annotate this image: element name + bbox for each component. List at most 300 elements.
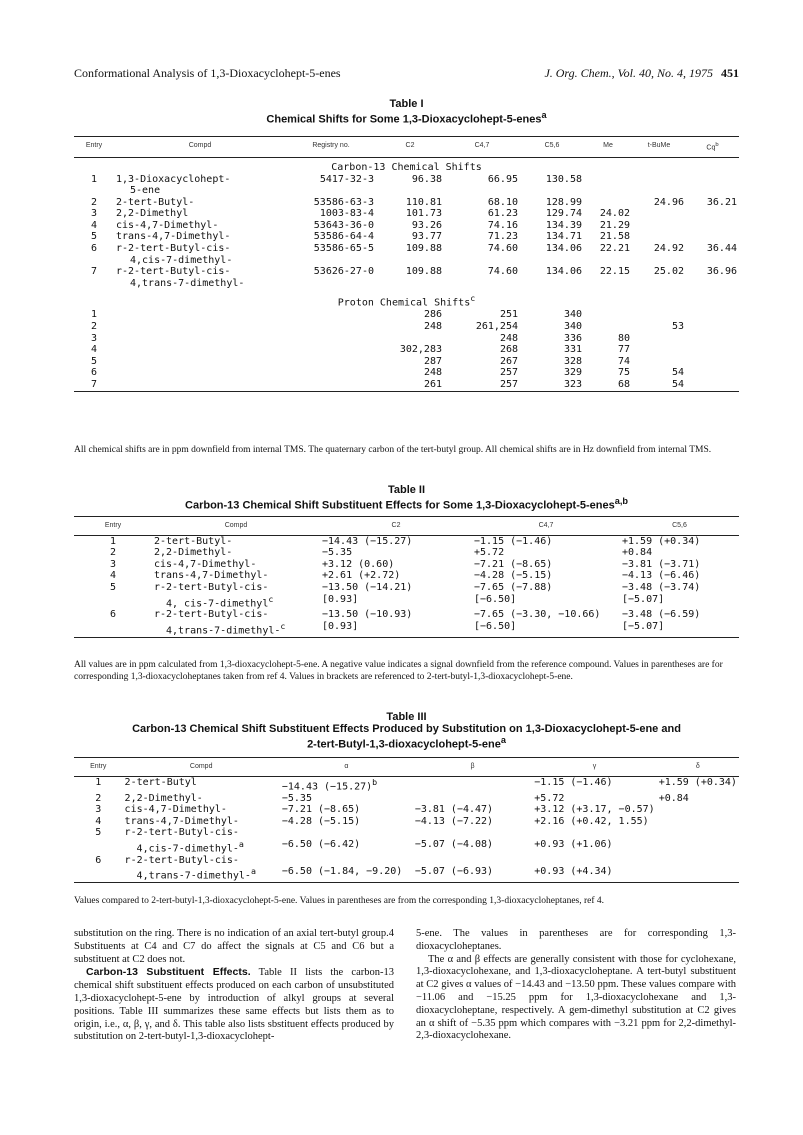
entry-cell: 3 bbox=[90, 208, 98, 220]
compound-name: r-2-tert-Butyl-cis- bbox=[154, 581, 269, 593]
entry-cell: 4 bbox=[109, 570, 117, 582]
table2-footnote: All values are in ppm calculated from 1,3-dioxacyclohept-5-ene. A negative value indicates a signal downfield from the reference compound. Values in parentheses are for corresponding 1,3-dioxacycloheptanes taken from ref 4. Values in brackets are referenced to 2-tert-butyl-1,3-dioxacyclohept-5-ene. bbox=[74, 660, 723, 682]
c47-cell: 257 bbox=[499, 378, 518, 390]
table-row bbox=[74, 609, 739, 621]
entry-cell: 1 bbox=[109, 535, 117, 547]
c56-cell: −3.81 (−3.71) bbox=[622, 558, 701, 570]
registry-cell: 53586-64-4 bbox=[313, 231, 374, 243]
compound-cell bbox=[114, 208, 286, 220]
footnote-mark: a bbox=[250, 866, 256, 877]
delta-cell bbox=[657, 866, 739, 882]
c47-cell: 74.16 bbox=[487, 219, 518, 231]
registry-cell bbox=[286, 344, 376, 356]
table-row bbox=[74, 816, 739, 828]
compound-line: 4,trans-7-dimethyl- bbox=[130, 277, 245, 289]
me-cell: 74 bbox=[617, 355, 630, 367]
compound-cell bbox=[114, 309, 286, 321]
compound-cell bbox=[152, 582, 320, 594]
compound-name: 2,2-Dimethyl- bbox=[154, 547, 233, 559]
journal-citation: J. Org. Chem., Vol. 40, No. 4, 1975 bbox=[544, 66, 713, 80]
beta-cell: −4.13 (−7.22) bbox=[414, 815, 494, 827]
c56-cell: +0.84 bbox=[622, 547, 653, 559]
c2-cell: 302,283 bbox=[399, 344, 442, 356]
alpha-value: −14.43 (−15.27) bbox=[281, 780, 373, 792]
beta-cell bbox=[413, 855, 532, 867]
alpha-cell bbox=[280, 804, 413, 816]
tbu-cell: 25.02 bbox=[653, 266, 684, 278]
entry-cell: 3 bbox=[90, 332, 98, 344]
c47-cell: 267 bbox=[499, 355, 518, 367]
column-header: Registry no. bbox=[286, 137, 376, 158]
cq-cell bbox=[686, 356, 739, 368]
compound-line: r-2-tert-Butyl-cis- bbox=[116, 243, 231, 255]
column-header: Cq$^b$ bbox=[686, 137, 739, 158]
table-row bbox=[74, 309, 739, 321]
tbu-cell: 53 bbox=[671, 320, 684, 332]
compound-cell bbox=[114, 220, 286, 232]
registry-cell: 5417-32-3 bbox=[319, 173, 374, 185]
tbu-cell bbox=[632, 174, 686, 197]
c56-cell: 336 bbox=[563, 332, 582, 344]
me-cell: 80 bbox=[617, 332, 630, 344]
column-header: C5,6 bbox=[520, 137, 584, 158]
table-row bbox=[74, 197, 739, 209]
c2-cell: 109.88 bbox=[405, 266, 442, 278]
page-number: 451 bbox=[721, 66, 739, 80]
cq-cell: 36.21 bbox=[706, 196, 737, 208]
cq-cell bbox=[686, 231, 739, 243]
entry-cell: 6 bbox=[90, 367, 98, 379]
c47-cell: −7.21 (−8.65) bbox=[474, 558, 553, 570]
footnote-mark: b bbox=[372, 776, 378, 787]
compound-name: 4, cis-7-dimethyl bbox=[166, 597, 269, 609]
c2-cell bbox=[376, 333, 444, 345]
alpha-value: −6.50 (−6.42) bbox=[281, 838, 361, 850]
compound-cell bbox=[152, 594, 320, 610]
tbu-cell bbox=[632, 231, 686, 243]
entry-cell: 2 bbox=[109, 547, 117, 559]
c56-cell: 134.06 bbox=[545, 243, 582, 255]
compound-name: 2-tert-Butyl- bbox=[154, 535, 233, 547]
body-right-column bbox=[416, 928, 736, 1043]
c2-cell: 109.88 bbox=[405, 243, 442, 255]
column-header: Entry bbox=[74, 517, 152, 536]
compound-cell bbox=[152, 570, 320, 582]
section-heading-text: Proton Chemical Shifts bbox=[337, 297, 471, 309]
entry-cell: 5 bbox=[95, 827, 102, 839]
compound-cell bbox=[114, 266, 286, 289]
c2-cell: +2.61 (+2.72) bbox=[322, 570, 401, 582]
compound-line: 1,3-Dioxacyclohept- bbox=[116, 173, 231, 185]
compound-line: 4,cis-7-dimethyl- bbox=[130, 254, 233, 266]
me-cell: 68 bbox=[617, 378, 630, 390]
compound-name: cis-4,7-Dimethyl- bbox=[154, 558, 257, 570]
table-row bbox=[74, 594, 739, 610]
table-row bbox=[74, 220, 739, 232]
compound-line: cis-4,7-Dimethyl- bbox=[116, 219, 219, 231]
entry-cell: 3 bbox=[109, 558, 117, 570]
compound-cell bbox=[114, 344, 286, 356]
table1 bbox=[74, 136, 739, 396]
cq-cell: 36.44 bbox=[706, 243, 737, 255]
table-row bbox=[74, 776, 739, 792]
column-header: Compd bbox=[123, 758, 280, 777]
c47-cell: 251 bbox=[499, 309, 518, 321]
column-header: δ bbox=[657, 758, 739, 777]
column-header: Entry bbox=[74, 758, 123, 777]
c47-cell: 248 bbox=[499, 332, 518, 344]
gamma-cell bbox=[532, 827, 656, 839]
compound-name: r-2-tert-Butyl-cis- bbox=[124, 854, 239, 866]
c2-cell: 110.81 bbox=[405, 196, 442, 208]
c47-cell: 71.23 bbox=[487, 231, 518, 243]
compound-cell bbox=[114, 243, 286, 266]
c56-cell: 328 bbox=[563, 355, 582, 367]
table-row bbox=[74, 333, 739, 345]
delta-cell bbox=[657, 855, 739, 867]
c2-cell: 93.26 bbox=[411, 219, 442, 231]
column-header: Me bbox=[584, 137, 632, 158]
compound-name: 2,2-Dimethyl- bbox=[124, 792, 203, 804]
table-row bbox=[74, 208, 739, 220]
c2-cell: 248 bbox=[423, 367, 442, 379]
alpha-value: −5.35 bbox=[281, 792, 312, 804]
gamma-cell: +5.72 bbox=[534, 792, 565, 804]
compound-line: r-2-tert-Butyl-cis- bbox=[116, 266, 231, 278]
delta-cell bbox=[657, 839, 739, 855]
column-header: β bbox=[413, 758, 532, 777]
registry-cell bbox=[286, 309, 376, 321]
footnote-mark: c bbox=[280, 621, 286, 632]
alpha-value: −4.28 (−5.15) bbox=[281, 815, 361, 827]
registry-cell bbox=[286, 367, 376, 379]
me-cell: 21.58 bbox=[599, 231, 630, 243]
c56-cell: [−5.07] bbox=[622, 593, 665, 605]
c47-cell: −1.15 (−1.46) bbox=[474, 535, 553, 547]
delta-cell: +0.84 bbox=[658, 792, 689, 804]
c47-cell: 268 bbox=[499, 344, 518, 356]
tbu-cell bbox=[632, 356, 686, 368]
table-row bbox=[74, 582, 739, 594]
me-cell bbox=[584, 309, 632, 321]
table-row bbox=[74, 321, 739, 333]
c47-cell: 61.23 bbox=[487, 208, 518, 220]
c56-cell: −3.48 (−3.74) bbox=[622, 581, 701, 593]
compound-cell bbox=[114, 356, 286, 368]
c47-cell: 74.60 bbox=[487, 266, 518, 278]
compound-cell bbox=[114, 231, 286, 243]
c47-cell: −7.65 (−7.88) bbox=[474, 581, 553, 593]
table1-header-row bbox=[74, 137, 739, 158]
compound-cell bbox=[114, 333, 286, 345]
running-header-title: Conformational Analysis of 1,3-Dioxacyclohept-5-enes bbox=[74, 66, 341, 80]
compound-name: trans-4,7-Dimethyl- bbox=[124, 815, 239, 827]
c56-cell: 329 bbox=[563, 367, 582, 379]
tbu-cell: 24.92 bbox=[653, 243, 684, 255]
column-header: α bbox=[280, 758, 413, 777]
me-cell: 75 bbox=[617, 367, 630, 379]
c2-cell: +3.12 (0.60) bbox=[322, 558, 395, 570]
delta-cell: +1.59 (+0.34) bbox=[658, 776, 737, 788]
column-header: C5,6 bbox=[620, 517, 739, 536]
me-cell: 77 bbox=[617, 344, 630, 356]
me-cell bbox=[584, 197, 632, 209]
entry-cell bbox=[74, 839, 123, 855]
entry-cell: 4 bbox=[90, 344, 98, 356]
cq-cell bbox=[686, 220, 739, 232]
column-header: γ bbox=[532, 758, 656, 777]
c47-cell: 74.60 bbox=[487, 243, 518, 255]
compound-name: 4,trans-7-dimethyl- bbox=[166, 625, 281, 637]
compound-cell bbox=[123, 793, 280, 805]
body-paragraph: The α and β effects are generally consistent with those for cyclohexane, 1,3-dioxacyclohexane, and 1,3-dioxacycloheptane. A tert-butyl substituent at C2 gives α values of −14.43 and −13.50 ppm. These values compare with −11.06 and −15.25 ppm for 1,3-dioxacyclohexane and 1,3-dioxacycloheptane, respectively. A gem-dimethyl substitution at C2 gives an α shift of −5.35 ppm which compares with −3.21 ppm for 2,2-dimethyl-2,3-dioxacyclohexane. bbox=[416, 953, 736, 1042]
registry-cell bbox=[286, 356, 376, 368]
table1-caption: Chemical Shifts for Some 1,3-Dioxacyclohept-5-enes$^a$ bbox=[266, 110, 547, 126]
table3-title bbox=[74, 711, 739, 751]
table-row bbox=[74, 866, 739, 882]
tbu-cell bbox=[632, 208, 686, 220]
body-left-column bbox=[74, 928, 394, 1044]
c2-cell: 286 bbox=[423, 309, 442, 321]
compound-cell bbox=[123, 839, 280, 855]
entry-cell: 1 bbox=[95, 776, 102, 788]
compound-name: cis-4,7-Dimethyl- bbox=[124, 804, 227, 816]
footnote-mark: a bbox=[238, 838, 244, 849]
alpha-cell bbox=[280, 776, 413, 792]
c47-cell: 261,254 bbox=[475, 320, 518, 332]
c56-cell: 340 bbox=[563, 309, 582, 321]
c47-cell: −7.65 (−3.30, −10.66) bbox=[474, 609, 601, 621]
tbu-cell bbox=[632, 344, 686, 356]
cq-cell bbox=[686, 309, 739, 321]
tbu-cell: 24.96 bbox=[653, 196, 684, 208]
c2-cell: −13.50 (−10.93) bbox=[322, 609, 413, 621]
registry-cell: 53626-27-0 bbox=[313, 266, 374, 278]
delta-cell bbox=[657, 827, 739, 839]
entry-cell: 1 bbox=[90, 173, 98, 185]
entry-cell: 2 bbox=[95, 792, 102, 804]
compound-line: 2,2-Dimethyl bbox=[116, 208, 189, 220]
c56-cell: 323 bbox=[563, 378, 582, 390]
c56-cell: 134.06 bbox=[545, 266, 582, 278]
c2-cell: 248 bbox=[423, 320, 442, 332]
gamma-cell: +3.12 (+3.17, −0.57) bbox=[534, 804, 655, 816]
c2-cell: [0.93] bbox=[322, 621, 359, 633]
c2-cell: 261 bbox=[423, 378, 442, 390]
c47-cell: [−6.50] bbox=[474, 621, 517, 633]
compound-cell bbox=[123, 866, 280, 882]
cq-cell: 36.96 bbox=[706, 266, 737, 278]
entry-cell: 5 bbox=[109, 581, 117, 593]
cq-cell bbox=[686, 379, 739, 391]
registry-cell bbox=[286, 379, 376, 391]
alpha-value: −7.21 (−8.65) bbox=[281, 804, 361, 816]
c2-cell: −13.50 (−14.21) bbox=[322, 581, 413, 593]
table3-footnote: Values compared to 2-tert-butyl-1,3-dioxacyclohept-5-ene. Values in parentheses are from the corresponding 1,3-dioxacycloheptanes, ref 4. bbox=[74, 896, 605, 906]
table-row bbox=[74, 570, 739, 582]
entry-cell bbox=[74, 594, 152, 610]
alpha-cell bbox=[280, 866, 413, 882]
beta-cell: −5.07 (−4.08) bbox=[414, 838, 494, 850]
running-header-journal bbox=[544, 66, 739, 81]
body-paragraph: substitution on the ring. There is no indication of an axial tert-butyl group.4 Substituents at C4 and C7 do affect the signals at C5 and C6 but a substituent at C2 does not. bbox=[74, 928, 394, 965]
section-heading: Carbon-13 Substituent Effects. bbox=[86, 966, 251, 979]
compound-cell bbox=[114, 321, 286, 333]
c47-cell: 68.10 bbox=[487, 196, 518, 208]
c2-cell: −5.35 bbox=[322, 547, 353, 559]
c2-cell: 287 bbox=[423, 355, 442, 367]
column-header: C2 bbox=[320, 517, 472, 536]
beta-cell bbox=[413, 827, 532, 839]
registry-cell bbox=[286, 321, 376, 333]
table2-number: Table II bbox=[387, 484, 426, 496]
table2-header-row bbox=[74, 517, 739, 536]
entry-cell: 2 bbox=[90, 320, 98, 332]
compound-cell bbox=[152, 547, 320, 559]
table-row bbox=[74, 547, 739, 559]
entry-cell: 4 bbox=[90, 219, 98, 231]
cq-cell bbox=[686, 208, 739, 220]
compound-name: r-2-tert-Butyl-cis- bbox=[124, 827, 239, 839]
compound-cell bbox=[152, 621, 320, 637]
entry-cell: 6 bbox=[109, 609, 117, 621]
tbu-cell bbox=[632, 220, 686, 232]
c2-cell: 93.77 bbox=[411, 231, 442, 243]
me-cell: 21.29 bbox=[599, 219, 630, 231]
me-cell bbox=[584, 321, 632, 333]
body-paragraph: 5-ene. The values in parentheses are for corresponding 1,3-dioxacycloheptanes. bbox=[416, 928, 736, 952]
beta-cell: −3.81 (−4.47) bbox=[414, 804, 494, 816]
compound-cell bbox=[114, 379, 286, 391]
compound-line: 2-tert-Butyl- bbox=[116, 196, 195, 208]
table2-caption: Carbon-13 Chemical Shift Substituent Effects for Some 1,3-Dioxacyclohept-5-enes$^{a,b}$ bbox=[185, 496, 628, 512]
c56-cell: [−5.07] bbox=[622, 621, 665, 633]
column-header: C2 bbox=[376, 137, 444, 158]
table-row bbox=[74, 804, 739, 816]
gamma-cell: +0.93 (+4.34) bbox=[534, 866, 613, 878]
me-cell bbox=[584, 174, 632, 197]
compound-cell bbox=[123, 827, 280, 839]
column-header: Compd bbox=[152, 517, 320, 536]
delta-cell bbox=[657, 816, 739, 828]
entry-cell: 7 bbox=[90, 378, 98, 390]
alpha-cell bbox=[280, 839, 413, 855]
c56-cell: 331 bbox=[563, 344, 582, 356]
table-row bbox=[74, 243, 739, 266]
footnote-mark: c bbox=[470, 293, 476, 304]
registry-cell: 53586-63-3 bbox=[313, 196, 374, 208]
c2-cell: [0.93] bbox=[322, 593, 359, 605]
entry-cell: 5 bbox=[90, 231, 98, 243]
compound-line: trans-4,7-Dimethyl- bbox=[116, 231, 231, 243]
c56-cell: 128.99 bbox=[545, 196, 582, 208]
entry-cell: 1 bbox=[90, 309, 98, 321]
section-heading: Carbon-13 Chemical Shifts bbox=[331, 161, 482, 173]
gamma-cell bbox=[532, 855, 656, 867]
cq-cell bbox=[686, 333, 739, 345]
c56-cell: 134.39 bbox=[545, 219, 582, 231]
c47-cell: [−6.50] bbox=[474, 593, 517, 605]
cq-cell bbox=[686, 174, 739, 197]
body-paragraph: Carbon-13 Substituent Effects. Table II lists the carbon-13 chemical shift substituent effects produced on each carbon of unsubstituted 1,3-dioxacyclohept-5-ene by introduction of alkyl groups at several positions. Table III summarizes these same effects but lists them as to origin, i.e., α, β, γ, and δ. This table also lists sbstituent effects produced by substitution on 2-tert-butyl-1,3-dioxacyclohept- bbox=[74, 966, 394, 1043]
entry-cell: 3 bbox=[95, 804, 102, 816]
compound-cell bbox=[123, 776, 280, 792]
c47-cell: 257 bbox=[499, 367, 518, 379]
table-row bbox=[74, 266, 739, 289]
tbu-cell: 54 bbox=[671, 367, 684, 379]
registry-cell: 53586-65-5 bbox=[313, 243, 374, 255]
table3-number: Table III bbox=[386, 711, 427, 723]
c56-cell: −4.13 (−6.46) bbox=[622, 570, 701, 582]
column-header: C4,7 bbox=[444, 137, 520, 158]
compound-cell bbox=[123, 804, 280, 816]
table3-header-row bbox=[74, 758, 739, 777]
c2-cell: −14.43 (−15.27) bbox=[322, 535, 413, 547]
tbu-cell: 54 bbox=[671, 378, 684, 390]
column-header: Entry bbox=[74, 137, 114, 158]
delta-cell bbox=[657, 804, 739, 816]
c56-cell: −3.48 (−6.59) bbox=[622, 609, 701, 621]
table1-number: Table I bbox=[389, 98, 424, 110]
c56-cell: +1.59 (+0.34) bbox=[622, 535, 701, 547]
footnote-mark: b bbox=[715, 142, 719, 148]
table1-footnote: All chemical shifts are in ppm downfield from internal TMS. The quaternary carbon of the tert-butyl group. All chemical shifts are in Hz downfield from internal TMS. bbox=[74, 445, 712, 455]
c56-cell: 134.71 bbox=[545, 231, 582, 243]
compound-cell bbox=[114, 367, 286, 379]
table-row bbox=[74, 839, 739, 855]
table-row bbox=[74, 367, 739, 379]
table-row bbox=[74, 621, 739, 637]
alpha-cell bbox=[280, 827, 413, 839]
me-cell: 22.21 bbox=[599, 243, 630, 255]
entry-cell: 6 bbox=[90, 243, 98, 255]
entry-cell: 4 bbox=[95, 815, 102, 827]
table-row bbox=[74, 356, 739, 368]
entry-cell: 2 bbox=[90, 196, 98, 208]
registry-cell bbox=[286, 333, 376, 345]
table2 bbox=[74, 516, 739, 642]
table-row bbox=[74, 827, 739, 839]
alpha-cell bbox=[280, 855, 413, 867]
table3-caption-line2: 2-tert-Butyl-1,3-dioxacyclohept-5-ene$^a$ bbox=[307, 735, 506, 751]
section-heading bbox=[74, 289, 739, 309]
cq-cell bbox=[686, 367, 739, 379]
compound-cell bbox=[123, 816, 280, 828]
compound-name: r-2-tert-Butyl-cis- bbox=[154, 609, 269, 621]
footnote-mark: c bbox=[268, 593, 274, 604]
table-row bbox=[74, 855, 739, 867]
me-cell: 24.02 bbox=[599, 208, 630, 220]
compound-cell bbox=[152, 609, 320, 621]
c56-cell: 130.58 bbox=[545, 173, 582, 185]
column-header: t-BuMe bbox=[632, 137, 686, 158]
cq-cell bbox=[686, 321, 739, 333]
compound-cell bbox=[123, 855, 280, 867]
c2-cell: 101.73 bbox=[405, 208, 442, 220]
compound-cell bbox=[114, 174, 286, 197]
table-row bbox=[74, 231, 739, 243]
compound-cell bbox=[114, 197, 286, 209]
registry-cell: 1003-83-4 bbox=[319, 208, 374, 220]
table-row bbox=[74, 793, 739, 805]
table-row bbox=[74, 559, 739, 571]
table1-title bbox=[74, 98, 739, 126]
compound-cell bbox=[152, 559, 320, 571]
c56-cell: 129.74 bbox=[545, 208, 582, 220]
compound-cell bbox=[152, 535, 320, 547]
gamma-cell: −1.15 (−1.46) bbox=[534, 776, 613, 788]
column-header: C4,7 bbox=[472, 517, 620, 536]
